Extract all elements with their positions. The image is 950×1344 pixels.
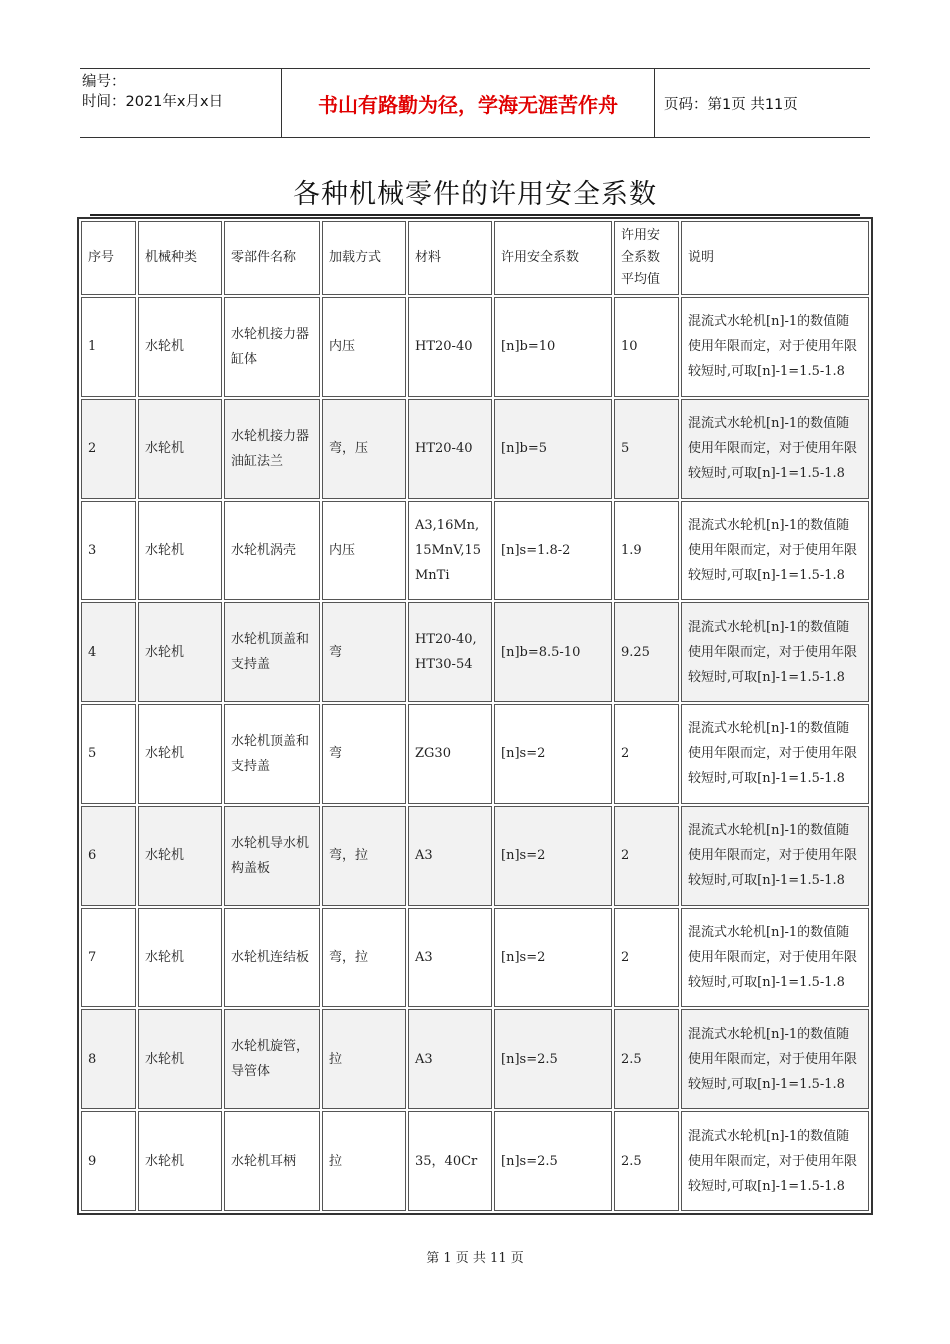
safety-factor-table	[77, 217, 873, 1215]
cell-machine-type: 水轮机	[138, 908, 222, 1008]
cell-machine-type: 水轮机	[138, 399, 222, 499]
cell-material: 35，40Cr	[408, 1111, 492, 1211]
cell-safety-factor: [n]b=8.5-10	[494, 602, 612, 702]
cell-part-name: 水轮机接力器油缸法兰	[224, 399, 320, 499]
cell-index: 7	[81, 908, 136, 1008]
code-label: 编号：	[82, 74, 126, 90]
header-load-mode: 加载方式	[322, 221, 406, 295]
table-row	[81, 806, 869, 906]
cell-safety-factor: [n]s=2	[494, 806, 612, 906]
header-part-name: 零部件名称	[224, 221, 320, 295]
cell-notes: 混流式水轮机[n]-1的数值随使用年限而定，对于使用年限较短时,可取[n]-1=1.5-1.8	[681, 704, 869, 804]
header-meta	[82, 72, 280, 112]
cell-notes: 混流式水轮机[n]-1的数值随使用年限而定，对于使用年限较短时,可取[n]-1=1.5-1.8	[681, 399, 869, 499]
table-body	[81, 297, 869, 1211]
page-header	[80, 68, 870, 138]
cell-index: 3	[81, 501, 136, 601]
title-underline	[90, 214, 860, 216]
table-row	[81, 1111, 869, 1211]
table-row	[81, 704, 869, 804]
cell-safety-factor-avg: 5	[614, 399, 679, 499]
cell-notes: 混流式水轮机[n]-1的数值随使用年限而定，对于使用年限较短时,可取[n]-1=1.5-1.8	[681, 297, 869, 397]
cell-safety-factor-avg: 2	[614, 806, 679, 906]
cell-material: A3	[408, 908, 492, 1008]
cell-notes: 混流式水轮机[n]-1的数值随使用年限而定，对于使用年限较短时,可取[n]-1=1.5-1.8	[681, 806, 869, 906]
cell-load-mode: 内压	[322, 501, 406, 601]
cell-machine-type: 水轮机	[138, 1009, 222, 1109]
cell-safety-factor: [n]s=2	[494, 704, 612, 804]
cell-notes: 混流式水轮机[n]-1的数值随使用年限而定，对于使用年限较短时,可取[n]-1=1.5-1.8	[681, 1009, 869, 1109]
table-header-row	[81, 221, 869, 295]
header-index: 序号	[81, 221, 136, 295]
cell-load-mode: 弯，压	[322, 399, 406, 499]
header-page-info: 页码：第1页 共11页	[664, 96, 798, 113]
cell-safety-factor-avg: 2.5	[614, 1009, 679, 1109]
cell-notes: 混流式水轮机[n]-1的数值随使用年限而定，对于使用年限较短时,可取[n]-1=1.5-1.8	[681, 602, 869, 702]
cell-load-mode: 弯，拉	[322, 908, 406, 1008]
cell-part-name: 水轮机旋管，导管体	[224, 1009, 320, 1109]
cell-index: 6	[81, 806, 136, 906]
cell-index: 9	[81, 1111, 136, 1211]
cell-index: 5	[81, 704, 136, 804]
cell-safety-factor-avg: 10	[614, 297, 679, 397]
cell-index: 2	[81, 399, 136, 499]
cell-material: A3	[408, 806, 492, 906]
cell-safety-factor-avg: 2	[614, 908, 679, 1008]
cell-notes: 混流式水轮机[n]-1的数值随使用年限而定，对于使用年限较短时,可取[n]-1=1.5-1.8	[681, 1111, 869, 1211]
header-machine-type: 机械种类	[138, 221, 222, 295]
table-row	[81, 602, 869, 702]
cell-machine-type: 水轮机	[138, 297, 222, 397]
table-row	[81, 1009, 869, 1109]
cell-part-name: 水轮机涡壳	[224, 501, 320, 601]
table-row	[81, 501, 869, 601]
cell-material: ZG30	[408, 704, 492, 804]
cell-index: 4	[81, 602, 136, 702]
cell-machine-type: 水轮机	[138, 501, 222, 601]
cell-load-mode: 拉	[322, 1009, 406, 1109]
cell-load-mode: 弯	[322, 704, 406, 804]
table-row	[81, 297, 869, 397]
cell-material: A3	[408, 1009, 492, 1109]
cell-notes: 混流式水轮机[n]-1的数值随使用年限而定，对于使用年限较短时,可取[n]-1=1.5-1.8	[681, 908, 869, 1008]
cell-safety-factor: [n]s=2	[494, 908, 612, 1008]
cell-safety-factor-avg: 9.25	[614, 602, 679, 702]
cell-machine-type: 水轮机	[138, 602, 222, 702]
cell-safety-factor-avg: 1.9	[614, 501, 679, 601]
cell-material: HT20-40	[408, 297, 492, 397]
cell-machine-type: 水轮机	[138, 704, 222, 804]
cell-part-name: 水轮机顶盖和支持盖	[224, 704, 320, 804]
header-safety-factor-avg: 许用安全系数平均值	[614, 221, 679, 295]
cell-notes: 混流式水轮机[n]-1的数值随使用年限而定，对于使用年限较短时,可取[n]-1=1.5-1.8	[681, 501, 869, 601]
document-title: 各种机械零件的许用安全系数	[293, 179, 657, 210]
table-row	[81, 908, 869, 1008]
cell-material: HT20-40	[408, 399, 492, 499]
cell-safety-factor-avg: 2.5	[614, 1111, 679, 1211]
cell-material: HT20-40,HT30-54	[408, 602, 492, 702]
cell-index: 8	[81, 1009, 136, 1109]
cell-load-mode: 内压	[322, 297, 406, 397]
cell-safety-factor: [n]b=10	[494, 297, 612, 397]
header-motto: 书山有路勤为径，学海无涯苦作舟	[281, 69, 655, 137]
cell-material: A3,16Mn,15MnV,15MnTi	[408, 501, 492, 601]
cell-machine-type: 水轮机	[138, 1111, 222, 1211]
header-notes: 说明	[681, 221, 869, 295]
cell-part-name: 水轮机接力器缸体	[224, 297, 320, 397]
table-row	[81, 399, 869, 499]
cell-part-name: 水轮机顶盖和支持盖	[224, 602, 320, 702]
cell-part-name: 水轮机耳柄	[224, 1111, 320, 1211]
cell-safety-factor: [n]b=5	[494, 399, 612, 499]
cell-part-name: 水轮机导水机构盖板	[224, 806, 320, 906]
cell-index: 1	[81, 297, 136, 397]
cell-safety-factor-avg: 2	[614, 704, 679, 804]
header-safety-factor: 许用安全系数	[494, 221, 612, 295]
cell-safety-factor: [n]s=2.5	[494, 1009, 612, 1109]
cell-load-mode: 弯	[322, 602, 406, 702]
cell-safety-factor: [n]s=1.8-2	[494, 501, 612, 601]
time-label: 时间：2021年x月x日	[82, 94, 224, 110]
cell-safety-factor: [n]s=2.5	[494, 1111, 612, 1211]
header-material: 材料	[408, 221, 492, 295]
cell-machine-type: 水轮机	[138, 806, 222, 906]
cell-load-mode: 拉	[322, 1111, 406, 1211]
cell-part-name: 水轮机连结板	[224, 908, 320, 1008]
cell-load-mode: 弯，拉	[322, 806, 406, 906]
page-footer: 第 1 页 共 11 页	[426, 1251, 524, 1266]
